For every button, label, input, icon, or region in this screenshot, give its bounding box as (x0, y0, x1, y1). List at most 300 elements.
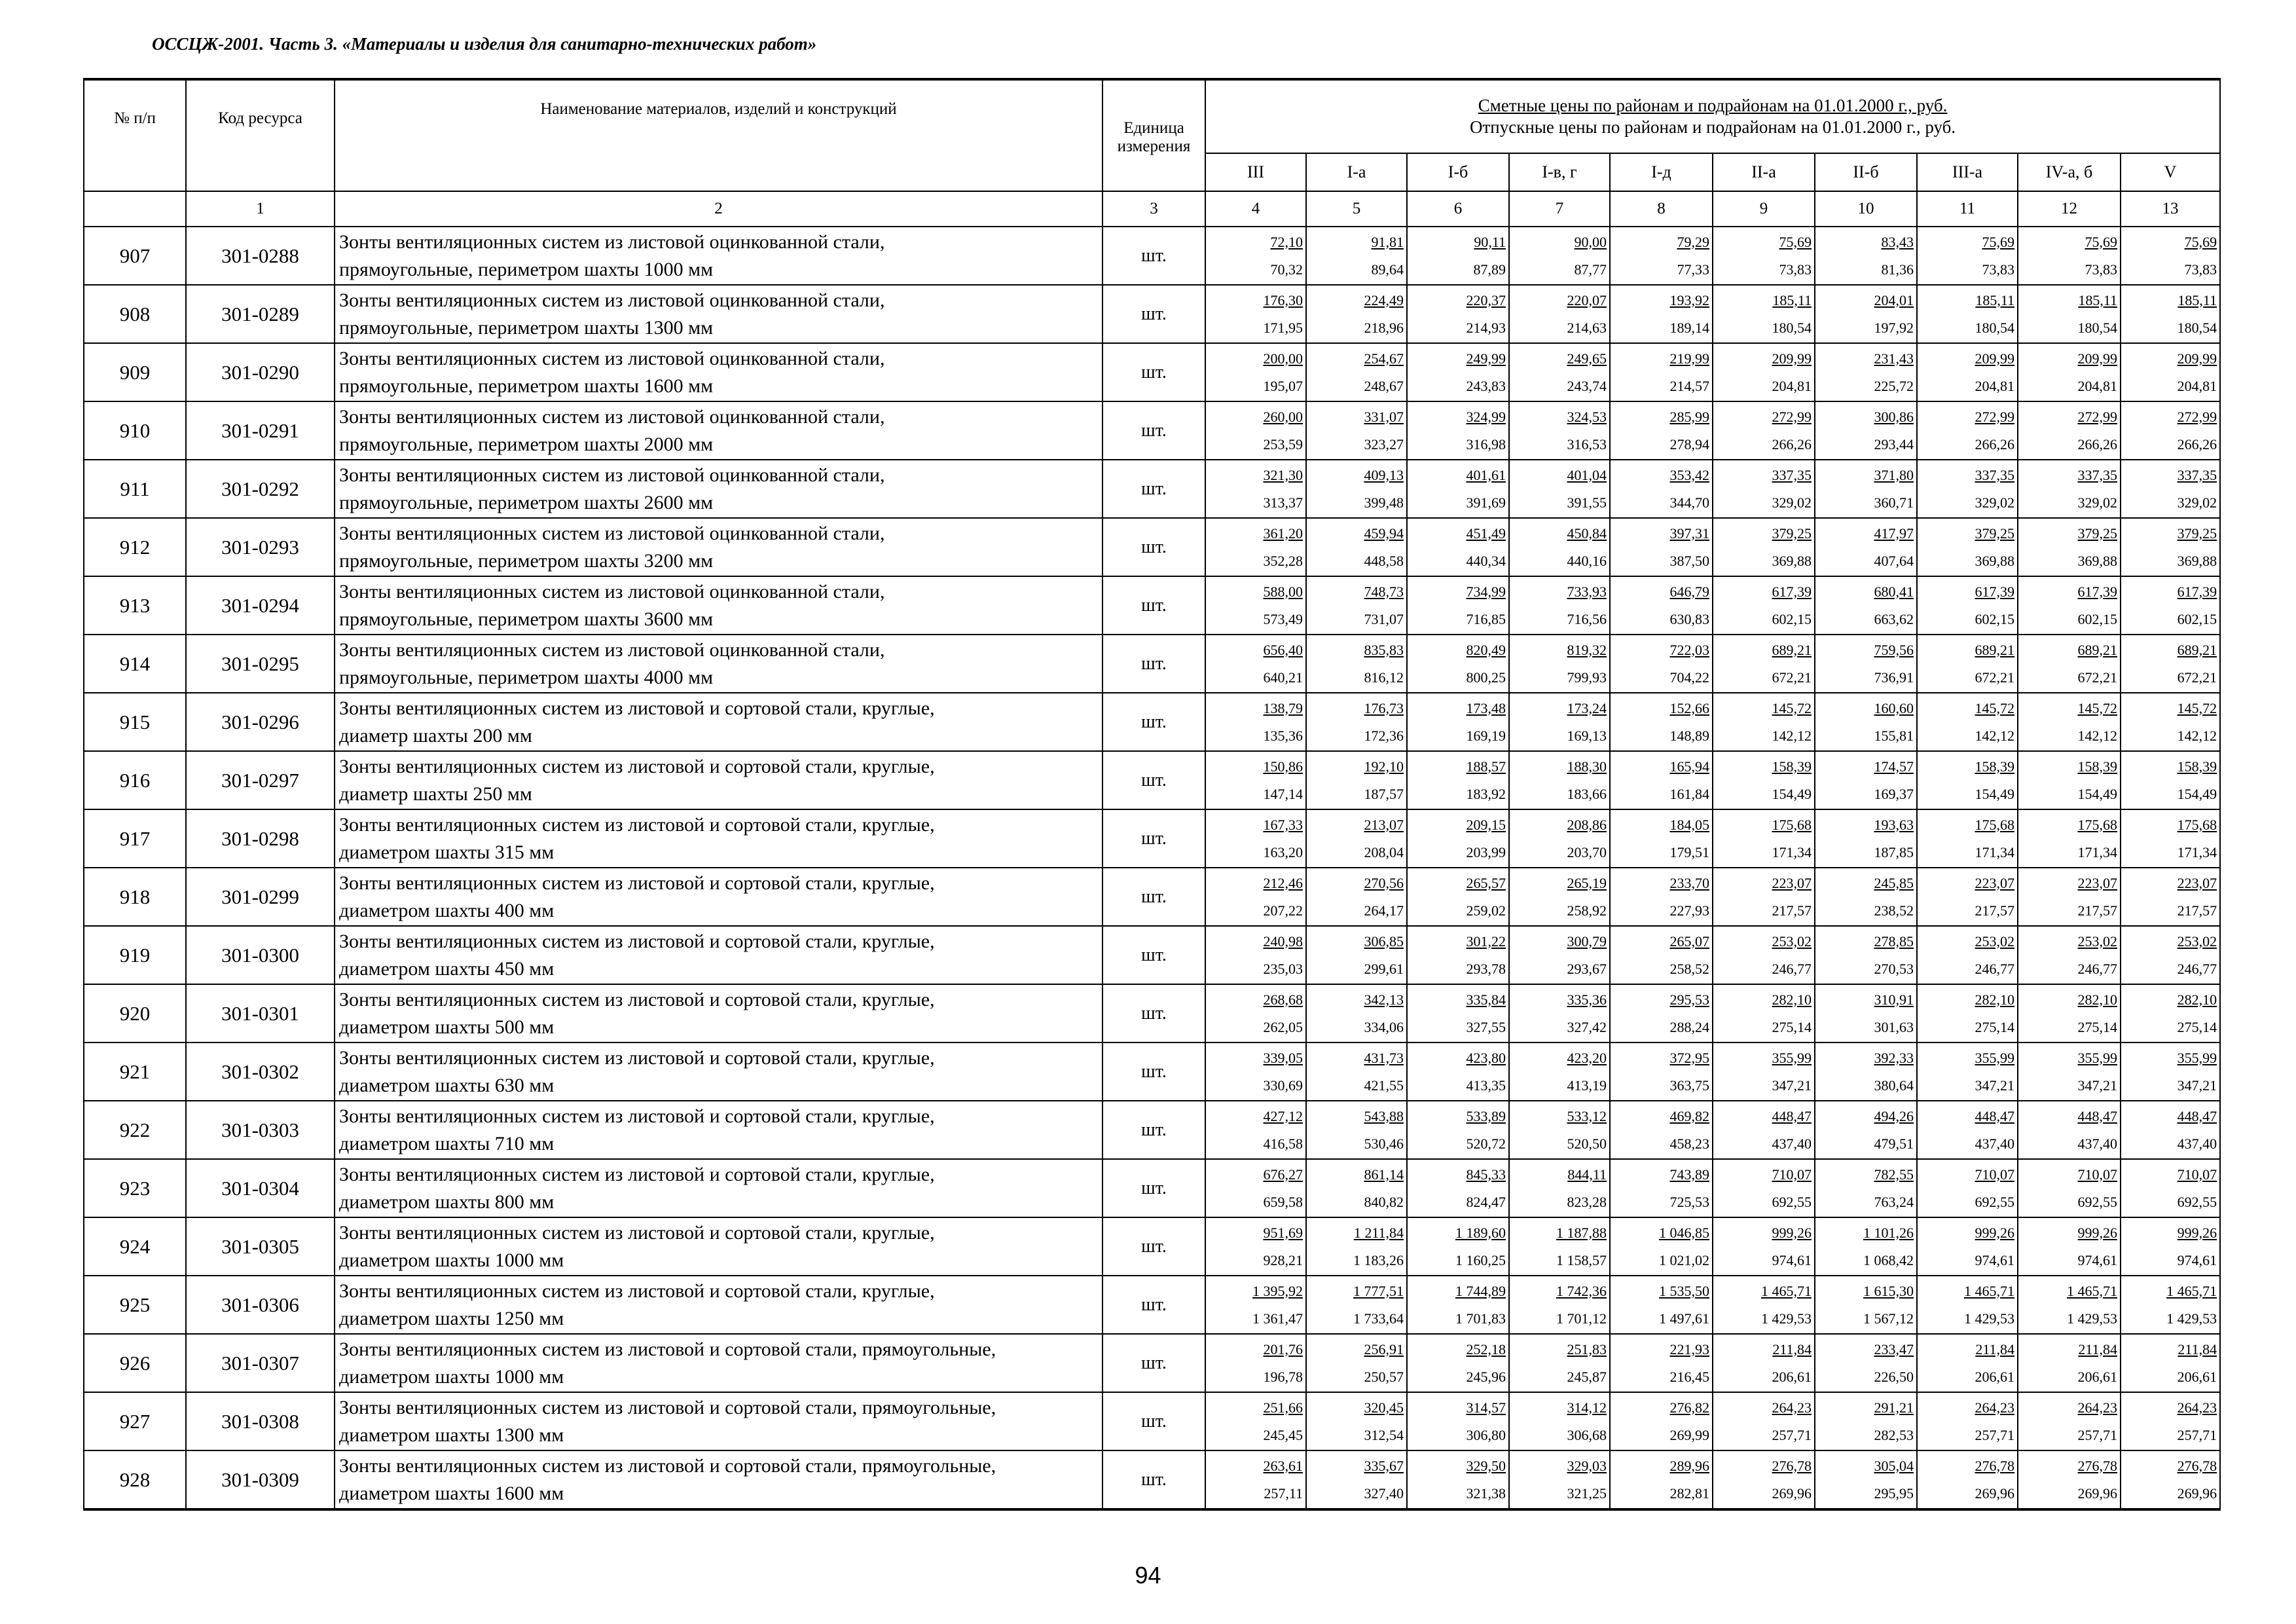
release-price: 258,92 (1567, 902, 1607, 919)
unit: шт. (1102, 1159, 1205, 1217)
release-price: 520,72 (1466, 1135, 1506, 1152)
price-cell (2018, 401, 2121, 460)
price-cell (1407, 227, 1509, 285)
price-cell (1407, 1043, 1509, 1101)
release-price: 248,67 (1364, 377, 1404, 394)
table-row (84, 460, 2220, 518)
estimate-price: 249,65 (1567, 350, 1607, 367)
release-price: 73,83 (2085, 261, 2117, 278)
price-cell (1917, 1334, 2018, 1392)
estimate-price: 448,47 (2177, 1107, 2217, 1124)
header-name: Наименование материалов, изделий и конструкций (335, 79, 1102, 191)
release-price: 87,89 (1473, 261, 1506, 278)
release-price: 288,24 (1669, 1018, 1709, 1035)
price-cell (2121, 693, 2220, 751)
estimate-price: 361,20 (1263, 525, 1303, 542)
release-price: 163,20 (1263, 843, 1303, 860)
estimate-price: 223,07 (1772, 874, 1812, 891)
material-name (335, 1101, 1102, 1159)
release-price: 763,24 (1874, 1193, 1914, 1210)
estimate-price: 282,10 (2177, 991, 2217, 1008)
release-price: 573,49 (1263, 610, 1303, 627)
table-row (84, 518, 2220, 576)
price-cell (2018, 576, 2121, 635)
table-row (84, 1450, 2220, 1509)
estimate-price: 211,84 (1975, 1340, 2014, 1357)
table-row (84, 576, 2220, 635)
estimate-price: 301,22 (1466, 932, 1506, 950)
resource-code: 301-0302 (186, 1043, 335, 1101)
release-price: 179,51 (1669, 843, 1709, 860)
price-cell (1713, 401, 1815, 460)
release-price: 672,21 (1975, 669, 2014, 686)
price-cell (2121, 401, 2220, 460)
price-cell (2121, 635, 2220, 693)
estimate-price: 249,99 (1466, 350, 1506, 367)
price-cell (1205, 1101, 1306, 1159)
price-cell (1306, 1392, 1407, 1450)
price-cell (1205, 984, 1306, 1043)
release-price: 169,37 (1874, 785, 1914, 802)
price-cell (1917, 576, 2018, 635)
unit: шт. (1102, 984, 1205, 1043)
unit: шт. (1102, 1217, 1205, 1276)
price-cell (1815, 285, 1917, 343)
estimate-price: 224,49 (1364, 291, 1404, 308)
price-cell (1610, 1450, 1713, 1509)
release-price: 823,28 (1567, 1193, 1607, 1210)
release-price: 275,14 (1975, 1018, 2014, 1035)
estimate-price: 185,11 (1975, 291, 2014, 308)
release-price: 479,51 (1874, 1135, 1914, 1152)
estimate-price: 72,10 (1270, 233, 1303, 250)
price-cell (1509, 401, 1610, 460)
header-region: III (1205, 153, 1306, 191)
release-price: 262,05 (1263, 1018, 1303, 1035)
estimate-price: 176,30 (1263, 291, 1303, 308)
estimate-price: 270,56 (1364, 874, 1404, 891)
release-price: 692,55 (2077, 1193, 2117, 1210)
release-price: 282,81 (1669, 1485, 1709, 1502)
estimate-price: 450,84 (1567, 525, 1607, 542)
estimate-price: 339,05 (1263, 1049, 1303, 1066)
price-cell (1407, 1276, 1509, 1334)
material-name-line: прямоугольные, периметром шахты 3200 мм (339, 549, 714, 572)
estimate-price: 152,66 (1669, 699, 1709, 716)
row-number: 914 (84, 635, 186, 693)
material-name-line: диаметром шахты 1600 мм (339, 1482, 564, 1504)
release-price: 316,98 (1466, 435, 1506, 452)
material-name-line: Зонты вентиляционных систем из листовой оцинкованной стали, (339, 464, 885, 486)
material-name (335, 401, 1102, 460)
release-price: 1 497,61 (1659, 1310, 1709, 1327)
unit: шт. (1102, 926, 1205, 984)
release-price: 269,96 (1975, 1485, 2014, 1502)
price-cell (1407, 635, 1509, 693)
resource-code: 301-0293 (186, 518, 335, 576)
material-name-line: Зонты вентиляционных систем из листовой оцинкованной стали, (339, 522, 885, 544)
release-price: 391,55 (1567, 494, 1607, 511)
estimate-price: 1 465,71 (2067, 1282, 2117, 1299)
unit: шт. (1102, 693, 1205, 751)
price-cell (1815, 868, 1917, 926)
price-cell (1509, 868, 1610, 926)
material-name (335, 1450, 1102, 1509)
estimate-price: 138,79 (1263, 699, 1303, 716)
estimate-price: 680,41 (1874, 583, 1914, 600)
estimate-price: 223,07 (2077, 874, 2117, 891)
price-cell (1713, 635, 1815, 693)
release-price: 147,14 (1263, 785, 1303, 802)
price-cell (1815, 460, 1917, 518)
price-cell (1407, 1217, 1509, 1276)
price-cell (1407, 1101, 1509, 1159)
estimate-price: 710,07 (2077, 1166, 2117, 1183)
release-price: 270,53 (1874, 960, 1914, 977)
estimate-price: 1 046,85 (1659, 1224, 1709, 1241)
estimate-price: 282,10 (1975, 991, 2014, 1008)
release-price: 142,12 (2177, 727, 2217, 744)
release-price: 275,14 (2077, 1018, 2117, 1035)
resource-code: 301-0307 (186, 1334, 335, 1392)
column-number: 2 (335, 191, 1102, 227)
release-price: 266,26 (2077, 435, 2117, 452)
price-cell (1713, 227, 1815, 285)
estimate-price: 342,13 (1364, 991, 1404, 1008)
price-cell (2121, 1217, 2220, 1276)
release-price: 437,40 (1975, 1135, 2014, 1152)
release-price: 293,67 (1567, 960, 1607, 977)
release-price: 1 429,53 (1761, 1310, 1812, 1327)
price-cell (1610, 518, 1713, 576)
estimate-price: 305,04 (1874, 1457, 1914, 1474)
release-price: 180,54 (2077, 319, 2117, 336)
price-cell (1917, 984, 2018, 1043)
column-number: 1 (186, 191, 335, 227)
estimate-price: 260,00 (1263, 408, 1303, 425)
price-cell (1815, 984, 1917, 1043)
price-cell (1509, 809, 1610, 868)
resource-code: 301-0299 (186, 868, 335, 926)
material-name (335, 809, 1102, 868)
unit: шт. (1102, 576, 1205, 635)
price-cell (1713, 1276, 1815, 1334)
estimate-price: 208,86 (1567, 816, 1607, 833)
material-name (335, 751, 1102, 809)
price-cell (1306, 868, 1407, 926)
release-price: 169,19 (1466, 727, 1506, 744)
release-price: 77,33 (1677, 261, 1709, 278)
price-cell (2121, 227, 2220, 285)
header-no: № п/п (84, 79, 186, 191)
release-price: 226,50 (1874, 1368, 1914, 1385)
estimate-price: 423,80 (1466, 1049, 1506, 1066)
estimate-price: 276,78 (2077, 1457, 2117, 1474)
release-price: 330,69 (1263, 1077, 1303, 1094)
estimate-price: 268,68 (1263, 991, 1303, 1008)
release-price: 269,96 (2177, 1485, 2217, 1502)
estimate-price: 185,11 (2178, 291, 2217, 308)
row-number: 927 (84, 1392, 186, 1450)
release-price: 352,28 (1263, 552, 1303, 569)
price-cell (2018, 809, 2121, 868)
price-cell (1713, 693, 1815, 751)
release-price: 1 068,42 (1863, 1251, 1914, 1268)
material-name (335, 984, 1102, 1043)
material-name (335, 1159, 1102, 1217)
estimate-price: 175,68 (1975, 816, 2014, 833)
estimate-price: 409,13 (1364, 466, 1404, 483)
estimate-price: 251,66 (1263, 1399, 1303, 1416)
price-cell (2121, 926, 2220, 984)
release-price: 407,64 (1874, 552, 1914, 569)
material-name-line: диаметром шахты 710 мм (339, 1132, 555, 1154)
price-caption-release: Отпускные цены по районам и подрайонам на 01.01.2000 г., руб. (1469, 117, 1956, 137)
header-unit: Единица измерения (1102, 79, 1205, 191)
price-cell (1610, 343, 1713, 401)
price-cell (1815, 1450, 1917, 1509)
release-price: 243,83 (1466, 377, 1506, 394)
material-name-line: диаметром шахты 630 мм (339, 1074, 555, 1096)
estimate-price: 91,81 (1371, 233, 1404, 250)
estimate-price: 335,67 (1364, 1457, 1404, 1474)
column-number: 12 (2018, 191, 2121, 227)
estimate-price: 617,39 (1975, 583, 2014, 600)
price-cell (1407, 809, 1509, 868)
resource-code: 301-0303 (186, 1101, 335, 1159)
estimate-price: 1 777,51 (1353, 1282, 1404, 1299)
release-price: 602,15 (2177, 610, 2217, 627)
price-cell (1610, 1276, 1713, 1334)
header-region: II-б (1815, 153, 1917, 191)
estimate-price: 329,03 (1567, 1457, 1607, 1474)
estimate-price: 158,39 (2077, 758, 2117, 775)
estimate-price: 427,12 (1263, 1107, 1303, 1124)
material-name-line: Зонты вентиляционных систем из листовой оцинкованной стали, (339, 289, 885, 311)
release-price: 73,83 (1982, 261, 2014, 278)
estimate-price: 1 465,71 (2166, 1282, 2217, 1299)
release-price: 344,70 (1669, 494, 1709, 511)
estimate-price: 543,88 (1364, 1107, 1404, 1124)
table-row (84, 1392, 2220, 1450)
release-price: 663,62 (1874, 610, 1914, 627)
price-cell (2018, 518, 2121, 576)
release-price: 323,27 (1364, 435, 1404, 452)
material-name (335, 1392, 1102, 1450)
release-price: 171,34 (2177, 843, 2217, 860)
price-cell (2121, 984, 2220, 1043)
release-price: 974,61 (2077, 1251, 2117, 1268)
release-price: 380,64 (1874, 1077, 1914, 1094)
estimate-price: 176,73 (1364, 699, 1404, 716)
release-price: 269,96 (1772, 1485, 1812, 1502)
estimate-price: 845,33 (1466, 1166, 1506, 1183)
estimate-price: 1 465,71 (1964, 1282, 2014, 1299)
row-number: 920 (84, 984, 186, 1043)
release-price: 974,61 (2177, 1251, 2217, 1268)
price-cell (1205, 518, 1306, 576)
release-price: 413,35 (1466, 1077, 1506, 1094)
estimate-price: 272,99 (2077, 408, 2117, 425)
release-price: 171,34 (1772, 843, 1812, 860)
resource-code: 301-0300 (186, 926, 335, 984)
price-cell (1917, 1101, 2018, 1159)
price-cell (1917, 926, 2018, 984)
estimate-price: 272,99 (1975, 408, 2014, 425)
price-cell (2121, 868, 2220, 926)
price-cell (1917, 1450, 2018, 1509)
release-price: 840,82 (1364, 1193, 1404, 1210)
price-cell (1610, 1043, 1713, 1101)
release-price: 974,61 (1772, 1251, 1812, 1268)
row-number: 921 (84, 1043, 186, 1101)
resource-code: 301-0291 (186, 401, 335, 460)
estimate-price: 220,07 (1567, 291, 1607, 308)
estimate-price: 272,99 (1772, 408, 1812, 425)
release-price: 391,69 (1466, 494, 1506, 511)
release-price: 602,15 (1975, 610, 2014, 627)
price-cell (1610, 868, 1713, 926)
release-price: 347,21 (1975, 1077, 2014, 1094)
price-cell (2018, 1450, 2121, 1509)
release-price: 195,07 (1263, 377, 1303, 394)
price-cell (1407, 460, 1509, 518)
release-price: 235,03 (1263, 960, 1303, 977)
estimate-price: 174,57 (1874, 758, 1914, 775)
release-price: 602,15 (1772, 610, 1812, 627)
price-cell (1815, 576, 1917, 635)
price-cell (1815, 1043, 1917, 1101)
unit: шт. (1102, 868, 1205, 926)
table-row (84, 1276, 2220, 1334)
release-price: 692,55 (1772, 1193, 1812, 1210)
price-cell (1509, 343, 1610, 401)
release-price: 257,71 (2077, 1426, 2117, 1443)
estimate-price: 335,36 (1567, 991, 1607, 1008)
material-name-line: Зонты вентиляционных систем из листовой и сортовой стали, круглые, (339, 755, 935, 777)
column-number: 5 (1306, 191, 1407, 227)
price-cell (1205, 1450, 1306, 1509)
price-cell (1610, 1392, 1713, 1450)
estimate-price: 251,83 (1567, 1340, 1607, 1357)
release-price: 1 733,64 (1353, 1310, 1404, 1327)
price-cell (1610, 401, 1713, 460)
price-cell (2018, 343, 2121, 401)
price-cell (1610, 809, 1713, 868)
price-cell (1713, 984, 1815, 1043)
release-price: 245,96 (1466, 1368, 1506, 1385)
price-cell (2121, 343, 2220, 401)
page-number: 94 (1135, 1562, 1161, 1589)
estimate-price: 193,63 (1874, 816, 1914, 833)
estimate-price: 379,25 (2177, 525, 2217, 542)
release-price: 282,53 (1874, 1426, 1914, 1443)
release-price: 275,14 (1772, 1018, 1812, 1035)
price-caption-estimate: Сметные цены по районам и подрайонам на 01.01.2000 г., руб. (1478, 96, 1948, 115)
price-cell (1407, 868, 1509, 926)
row-number: 917 (84, 809, 186, 868)
material-name-line: Зонты вентиляционных систем из листовой и сортовой стали, круглые, (339, 1163, 935, 1185)
price-cell (1610, 576, 1713, 635)
estimate-price: 710,07 (1772, 1166, 1812, 1183)
price-cell (1205, 751, 1306, 809)
column-number: 4 (1205, 191, 1306, 227)
estimate-price: 306,85 (1364, 932, 1404, 950)
release-price: 437,40 (2077, 1135, 2117, 1152)
release-price: 293,44 (1874, 435, 1914, 452)
table-row (84, 1159, 2220, 1217)
release-price: 208,04 (1364, 843, 1404, 860)
estimate-price: 331,07 (1364, 408, 1404, 425)
estimate-price: 192,10 (1364, 758, 1404, 775)
release-price: 672,21 (2077, 669, 2117, 686)
estimate-price: 337,35 (1772, 466, 1812, 483)
material-name (335, 868, 1102, 926)
release-price: 257,11 (1264, 1485, 1303, 1502)
row-number: 915 (84, 693, 186, 751)
price-cell (1917, 1043, 2018, 1101)
price-cell (1713, 343, 1815, 401)
release-price: 369,88 (1772, 552, 1812, 569)
estimate-price: 145,72 (2177, 699, 2217, 716)
estimate-price: 220,37 (1466, 291, 1506, 308)
estimate-price: 617,39 (2177, 583, 2217, 600)
release-price: 520,50 (1567, 1135, 1607, 1152)
release-price: 716,56 (1567, 610, 1607, 627)
release-price: 327,55 (1466, 1018, 1506, 1035)
price-cell (1306, 1450, 1407, 1509)
price-cell (1407, 1450, 1509, 1509)
table-row (84, 1334, 2220, 1392)
release-price: 206,61 (1975, 1368, 2014, 1385)
price-cell (1306, 693, 1407, 751)
estimate-price: 337,35 (2077, 466, 2117, 483)
estimate-price: 209,99 (1772, 350, 1812, 367)
release-price: 258,52 (1669, 960, 1709, 977)
price-cell (1509, 984, 1610, 1043)
material-name-line: прямоугольные, периметром шахты 3600 мм (339, 608, 714, 630)
unit: шт. (1102, 635, 1205, 693)
price-cell (1509, 285, 1610, 343)
estimate-price: 689,21 (2177, 641, 2217, 658)
estimate-price: 175,68 (1772, 816, 1812, 833)
row-number: 928 (84, 1450, 186, 1509)
estimate-price: 213,07 (1364, 816, 1404, 833)
estimate-price: 252,18 (1466, 1340, 1506, 1357)
release-price: 266,26 (1975, 435, 2014, 452)
release-price: 630,83 (1669, 610, 1709, 627)
price-cell (1509, 1159, 1610, 1217)
estimate-price: 211,84 (1772, 1340, 1812, 1357)
header-region: I-в, г (1509, 153, 1610, 191)
material-name-line: диаметр шахты 200 мм (339, 724, 532, 747)
resource-code: 301-0294 (186, 576, 335, 635)
estimate-price: 617,39 (2077, 583, 2117, 600)
price-cell (1306, 751, 1407, 809)
price-cell (1815, 401, 1917, 460)
column-number: 10 (1815, 191, 1917, 227)
material-name-line: Зонты вентиляционных систем из листовой и сортовой стали, круглые, (339, 697, 935, 719)
estimate-price: 173,48 (1466, 699, 1506, 716)
resource-code: 301-0297 (186, 751, 335, 809)
estimate-price: 1 535,50 (1659, 1282, 1709, 1299)
estimate-price: 276,78 (1772, 1457, 1812, 1474)
estimate-price: 379,25 (1772, 525, 1812, 542)
price-cell (1306, 1334, 1407, 1392)
table-row (84, 809, 2220, 868)
release-price: 736,91 (1874, 669, 1914, 686)
estimate-price: 397,31 (1669, 525, 1709, 542)
